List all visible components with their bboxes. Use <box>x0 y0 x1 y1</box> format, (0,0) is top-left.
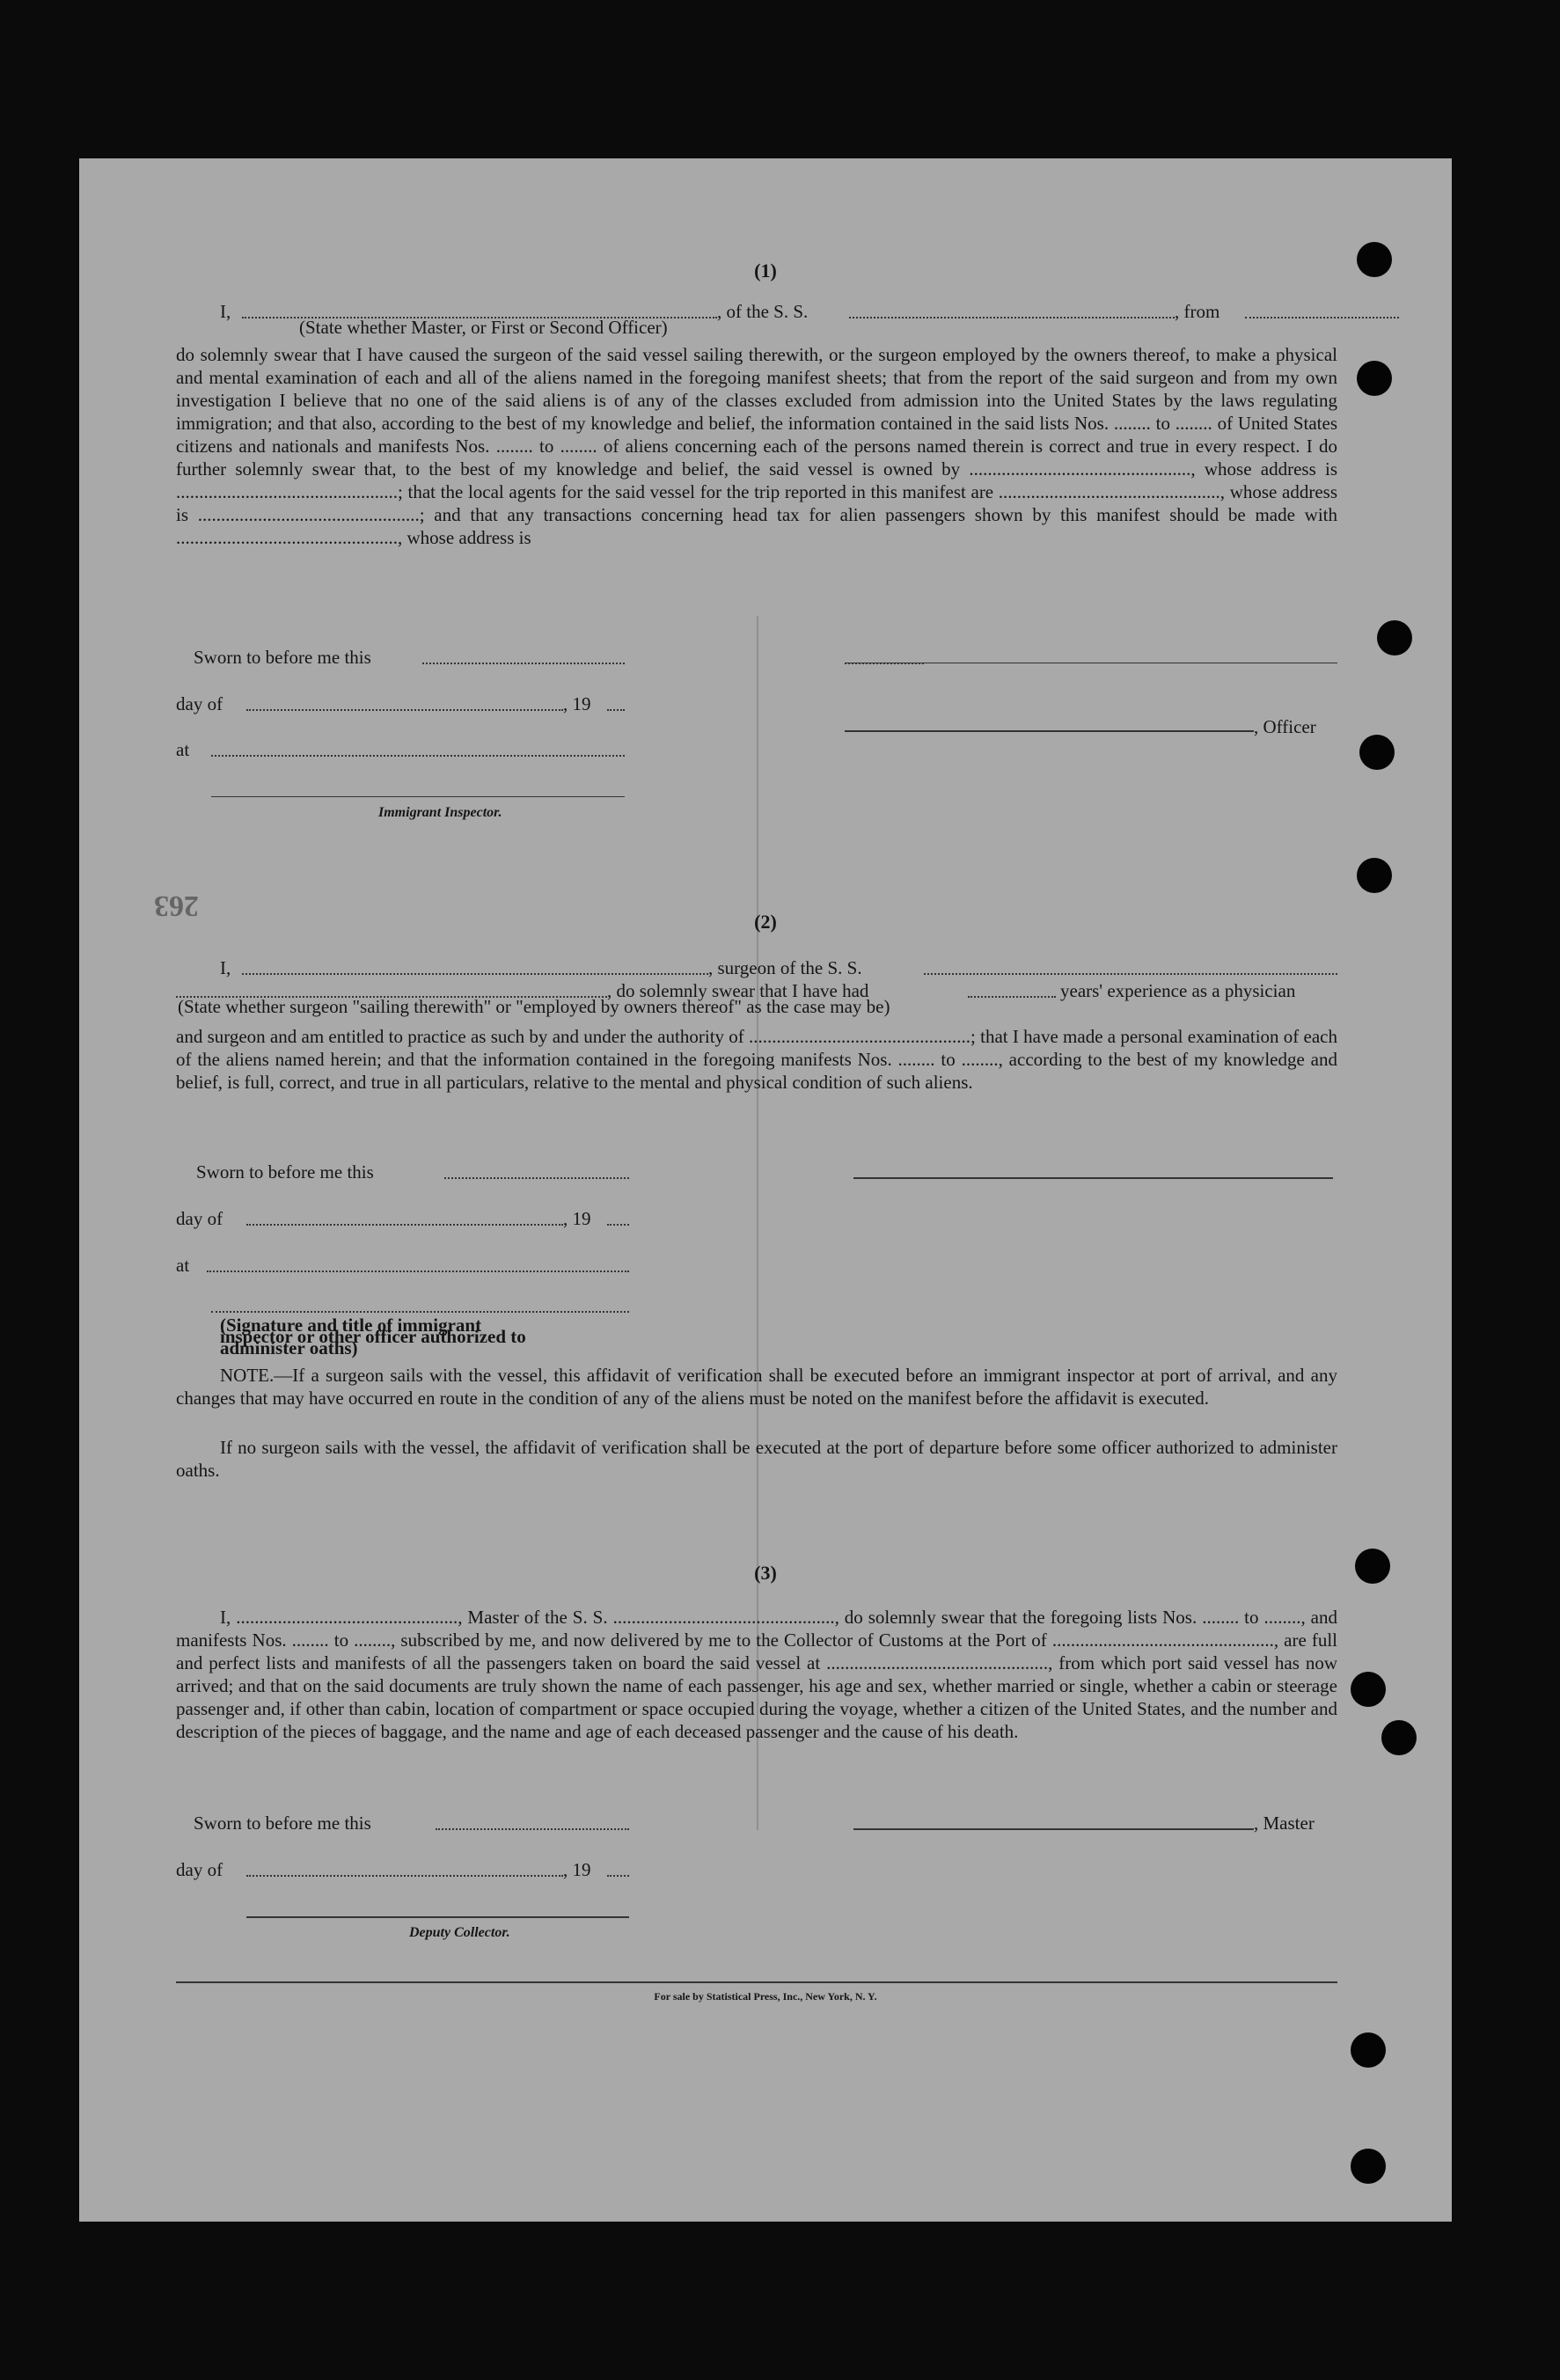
s1-day-of: day of <box>176 693 223 714</box>
s2-year-line <box>607 1224 629 1226</box>
s1-at: at <box>176 739 190 760</box>
punch-hole <box>1377 620 1412 655</box>
stamp-number: 263 <box>154 890 199 922</box>
punch-hole <box>1351 2032 1386 2068</box>
s1-at-line <box>211 755 625 757</box>
s2-officer-line <box>211 1311 629 1313</box>
s3-sworn-line <box>436 1828 629 1830</box>
s2-body: and surgeon and am entitled to practice as such by and under the authority of ................................................; that I have made a personal examination of each of the aliens named herein; and that the information contained in the foregoing manifests Nos. ........ to ........, according to the best of my knowledge and belief, is full, correct, and true in all particulars, relative to the mental and physical condition of such aliens. <box>176 1026 1337 1093</box>
printer-footer: For sale by Statistical Press, Inc., New York, N. Y. <box>654 1990 877 2003</box>
s1-inspector: Immigrant Inspector. <box>378 805 502 820</box>
s2-note-1: NOTE.—If a surgeon sails with the vessel, this affidavit of verification shall be executed before an immigrant inspector at port of arrival, and any changes that may have occurred en route in the condition of any of the aliens must be noted on the manifest before the affidavit is executed. <box>176 1365 1337 1409</box>
s2-surgeon-of: , surgeon of the S. S. <box>708 957 862 978</box>
s1-from: , from <box>1175 301 1220 322</box>
s3-day-line <box>246 1875 563 1877</box>
s2-nineteen: , 19 <box>563 1208 591 1229</box>
s1-year-line <box>607 709 625 711</box>
section-2-heading: (2) <box>754 911 777 933</box>
s1-officer-line <box>845 730 1254 732</box>
s1-sworn-line <box>422 663 625 664</box>
punch-hole <box>1357 361 1392 396</box>
s3-body: I, ................................................, Master of the S. S. ................................................, do solemnly swear that the foregoing lists Nos. ........ to ........, and manifests Nos. ........ to ........, subscribed by me, and now delivered by me to the Collector of Customs at the Port of ................................................, are full and perfect lists and manifests of all the passengers taken on board the said vessel at ................................................, from which port said vessel has now arrived; and that on the said documents are truly shown the name of each passenger, his age and sex, whether married or single, whether a cabin or steerage passenger and, if other than cabin, location of compartment or space occupied during the voyage, whether a citizen of the United States, and the number and description of the pieces of baggage, and the name and age of each deceased passenger and the cause of his death. <box>176 1607 1337 1742</box>
s2-years-line <box>968 996 1056 998</box>
s2-sworn: Sworn to before me this <box>196 1161 374 1183</box>
s2-sworn-line <box>444 1177 629 1179</box>
s2-i-label: I, <box>220 957 231 978</box>
s2-at-line <box>207 1271 629 1272</box>
s3-collector-line <box>246 1916 629 1918</box>
s2-day-line <box>246 1224 563 1226</box>
s1-body: do solemnly swear that I have caused the surgeon of the said vessel sailing therewith, or the surgeon employed by the owners thereof, to make a physical and mental examination of each and all of the aliens named in the foregoing manifest sheets; that from the report of the said surgeon and from my own investigation I believe that no one of the said aliens is of any of the classes excluded from admission into the United States by the laws regulating immigration; and that also, according to the best of my knowledge and belief, the information contained in the said lists Nos. ........ to ........ of United States citizens and nationals and manifests Nos. ........ to ........ of aliens concerning each of the persons named therein is correct and true in every respect. I do further solemnly swear that, to the best of my knowledge and belief, the said vessel is owned by ................................................, whose address is ................................................; that the local agents for the said vessel for the trip reported in this manifest are ................................................, whose address is ................................................; and that any transactions concerning head tax for alien passengers shown by this manifest should be made with ................................................, whose address is <box>176 344 1337 548</box>
s2-ship-line <box>924 973 1337 975</box>
punch-hole <box>1381 1720 1417 1755</box>
manifest-page <box>79 158 1452 2222</box>
s1-from-line <box>1245 317 1399 319</box>
punch-hole <box>1359 735 1395 770</box>
s1-of-ss: , of the S. S. <box>717 301 809 322</box>
s1-sworn: Sworn to before me this <box>194 647 371 668</box>
section-1-heading: (1) <box>754 260 777 282</box>
s2-at: at <box>176 1255 190 1276</box>
s1-day-line <box>246 709 563 711</box>
s2-state-note: (State whether surgeon "sailing therewith" or "employed by owners thereof" as the case may be) <box>178 996 890 1017</box>
punch-hole <box>1357 858 1392 893</box>
s2-years: years' experience as a physician <box>1060 980 1296 1001</box>
s1-officer: , Officer <box>1254 716 1316 737</box>
s2-swear-line: , do solemnly swear that I have had <box>607 980 869 1001</box>
s2-sig-note: (Signature and title of immigrant inspector or other officer authorized to administer oaths) <box>220 1314 526 1358</box>
s1-inspector-line <box>211 796 625 797</box>
s1-nineteen: , 19 <box>563 693 591 714</box>
s2-note-2: If no surgeon sails with the vessel, the affidavit of verification shall be executed at the port of departure before some officer authorized to administer oaths. <box>176 1437 1337 1481</box>
s2-sig-line <box>853 1177 1333 1179</box>
s3-master-line <box>853 1828 1254 1830</box>
s1-ship-line <box>849 317 1175 319</box>
s3-master: , Master <box>1254 1812 1315 1834</box>
punch-hole <box>1351 1672 1386 1707</box>
s1-i-label: I, <box>220 301 231 322</box>
s3-year-line <box>607 1875 629 1877</box>
s3-sworn: Sworn to before me this <box>194 1812 371 1834</box>
s2-day-of: day of <box>176 1208 223 1229</box>
section-3-heading: (3) <box>754 1562 777 1584</box>
s3-nineteen: , 19 <box>563 1859 591 1880</box>
s3-day-of: day of <box>176 1859 223 1880</box>
s2-name-line <box>242 973 708 975</box>
punch-hole <box>1351 2149 1386 2184</box>
s3-collector: Deputy Collector. <box>409 1925 510 1940</box>
footer-rule <box>176 1981 1337 1983</box>
s1-state-note: (State whether Master, or First or Second Officer) <box>299 317 668 338</box>
